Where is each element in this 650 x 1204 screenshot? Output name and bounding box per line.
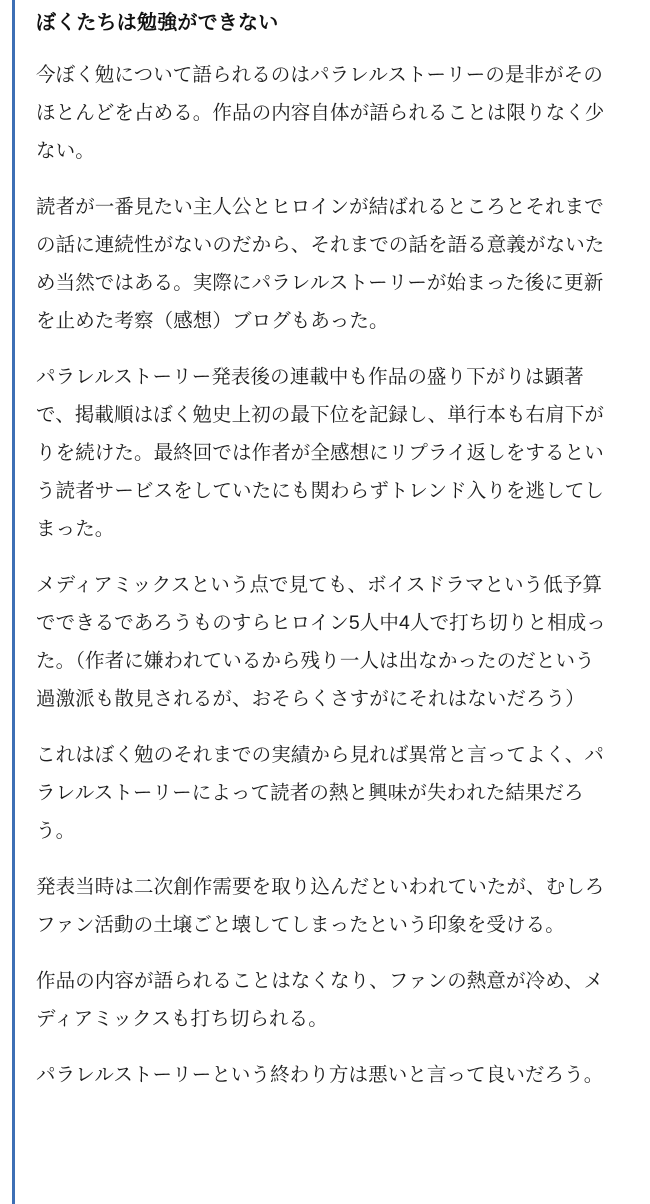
paragraph: パラレルストーリーという終わり方は悪いと言って良いだろう。 <box>36 1064 604 1087</box>
paragraph: これはぼく勉のそれまでの実績から見れば異常と言ってよく、パラレルストーリーによって読者の熱と興味が失われた結果だろう。 <box>36 744 605 843</box>
paragraph: メディアミックスという点で見ても、ボイスドラマという低予算でできるであろうものすらヒロイン5人中4人で打ち切りと相成った。（作者に嫌われているから残り一人は出なかったのだという過激派も散見されるが、おそらくさすがにそれはないだろう） <box>36 574 606 711</box>
page-title: ぼくたちは勉強ができない <box>36 12 279 34</box>
paragraph: 読者が一番見たい主人公とヒロインが結ばれるところとそれまでの話に連続性がないのだから、それまでの話を語る意義がないため当然ではある。実際にパラレルストーリーが始まった後に更新を止めた考察（感想）ブログもあった。 <box>36 196 605 333</box>
paragraph: 発表当時は二次創作需要を取り込んだといわれていたが、むしろファン活動の土壌ごと壊してしまったという印象を受ける。 <box>36 876 605 937</box>
paragraph: 今ぼく勉について語られるのはパラレルストーリーの是非がそのほとんどを占める。作品の内容自体が語られることは限りなく少ない。 <box>36 64 605 163</box>
paragraph: 作品の内容が語られることはなくなり、ファンの熱意が冷め、メディアミックスも打ち切られる。 <box>36 970 604 1031</box>
paragraph: パラレルストーリー発表後の連載中も作品の盛り下がりは顕著で、掲載順はぼく勉史上初の最下位を記録し、単行本も右肩下がりを続けた。最終回では作者が全感想にリプライ返しをするという読者サービスをしていたにも関わらずトレンド入りを逃してしまった。 <box>36 366 605 541</box>
accent-rule <box>12 0 15 1204</box>
article-body <box>36 0 606 1094</box>
